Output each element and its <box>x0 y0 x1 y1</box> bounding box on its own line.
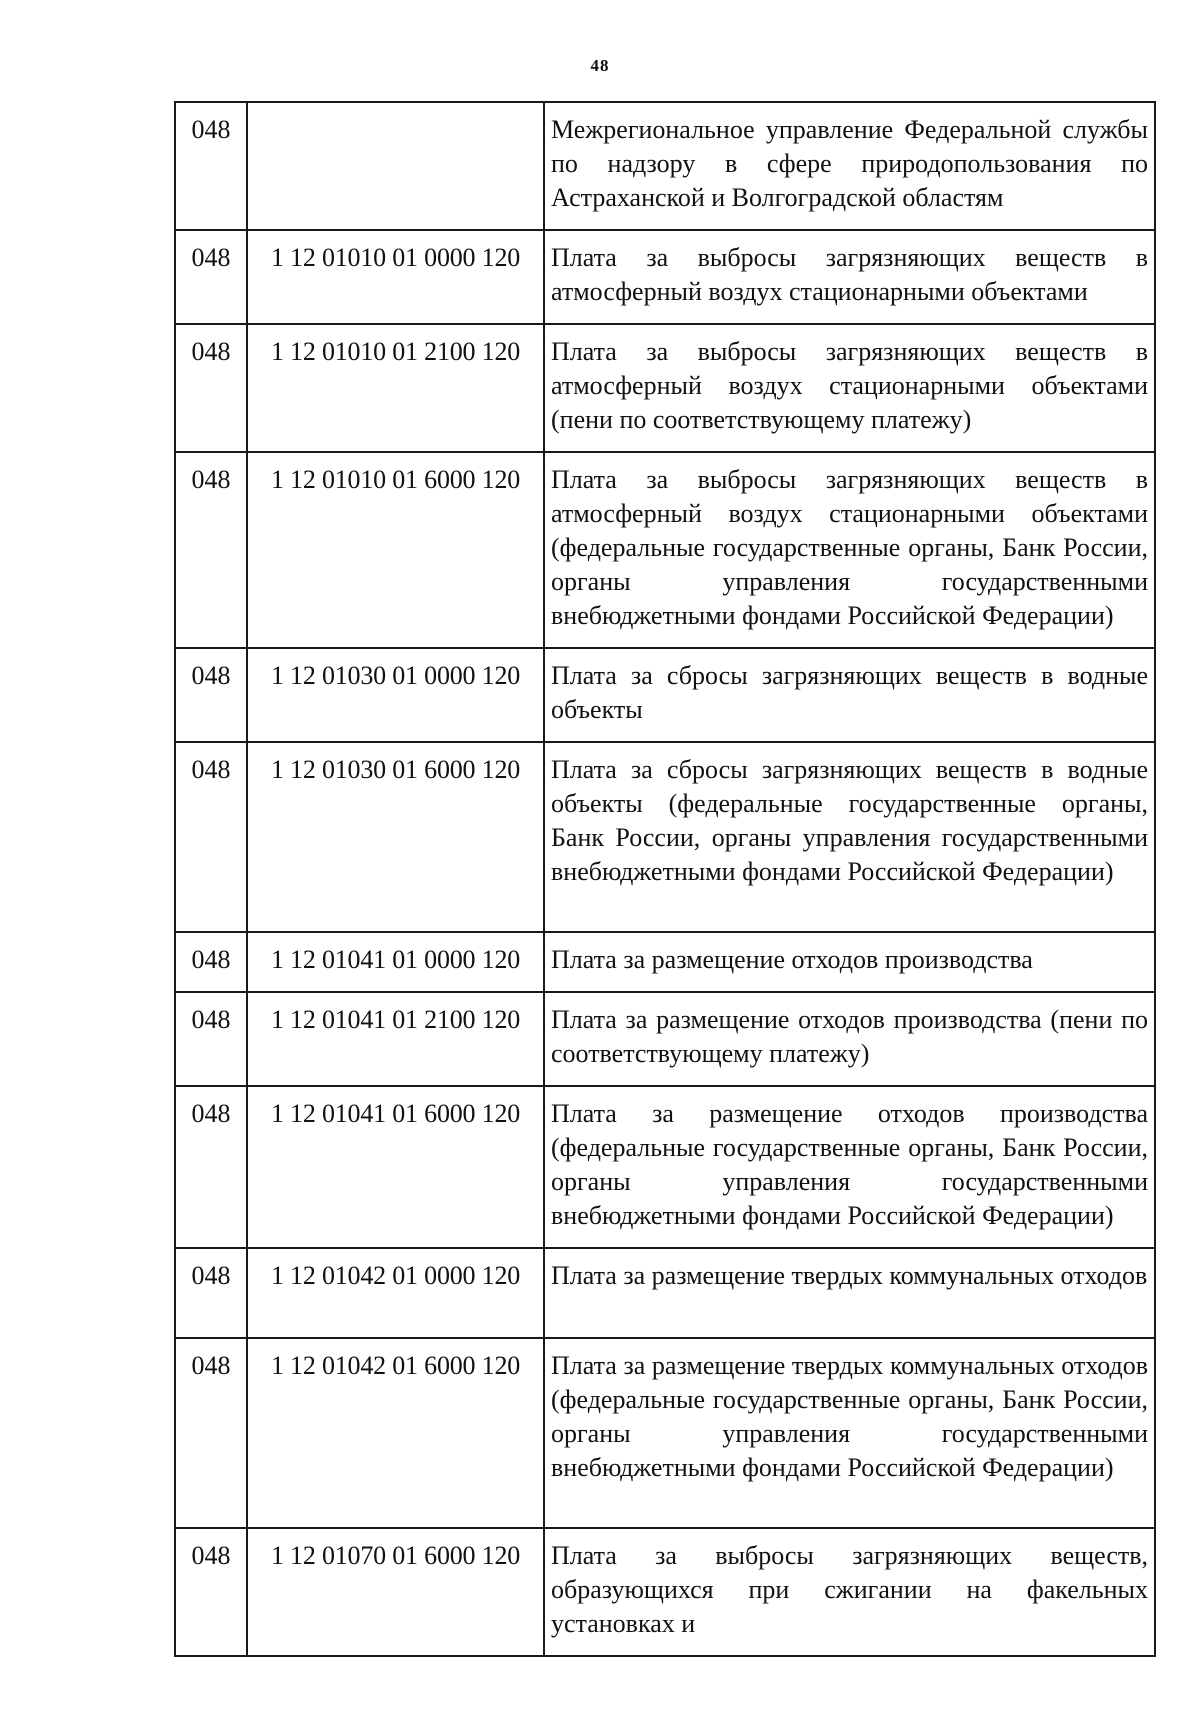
admin-code-cell: 048 <box>175 1528 247 1656</box>
table-row <box>175 102 1155 230</box>
admin-code-cell: 048 <box>175 324 247 452</box>
table-row <box>175 324 1155 452</box>
admin-code-cell: 048 <box>175 742 247 932</box>
admin-code-cell: 048 <box>175 1086 247 1248</box>
page-number: 48 <box>590 56 610 75</box>
revenue-name-cell: Межрегиональное управление Федеральной службы по надзору в сфере природопользования по Астраханской и Волгоградской областям <box>544 102 1155 230</box>
revenue-code-cell: 1 12 01070 01 6000 120 <box>247 1528 544 1656</box>
revenue-name-cell: Плата за размещение твердых коммунальных отходов <box>544 1248 1155 1338</box>
table-row <box>175 230 1155 324</box>
revenue-code-cell: 1 12 01041 01 6000 120 <box>247 1086 544 1248</box>
table-row <box>175 1086 1155 1248</box>
revenue-name-cell: Плата за размещение отходов производства <box>544 932 1155 992</box>
revenue-name-cell: Плата за сбросы загрязняющих веществ в водные объекты <box>544 648 1155 742</box>
revenue-code-cell: 1 12 01030 01 0000 120 <box>247 648 544 742</box>
revenue-codes-table <box>174 101 1156 1657</box>
revenue-name-cell: Плата за выбросы загрязняющих веществ в атмосферный воздух стационарными объектами <box>544 230 1155 324</box>
revenue-name-cell: Плата за выбросы загрязняющих веществ в атмосферный воздух стационарными объектами (федеральные государственные органы, Банк России, органы управления государственными внебюджетными фондами Российской Федерации) <box>544 452 1155 648</box>
table-row <box>175 742 1155 932</box>
revenue-code-cell: 1 12 01042 01 0000 120 <box>247 1248 544 1338</box>
revenue-code-cell: 1 12 01010 01 2100 120 <box>247 324 544 452</box>
table-row <box>175 452 1155 648</box>
revenue-name-cell: Плата за выбросы загрязняющих веществ в атмосферный воздух стационарными объектами (пени по соответствующему платежу) <box>544 324 1155 452</box>
table-row <box>175 1338 1155 1528</box>
admin-code-cell: 048 <box>175 1338 247 1528</box>
revenue-name-cell: Плата за размещение отходов производства (пени по соответствующему платежу) <box>544 992 1155 1086</box>
revenue-code-cell: 1 12 01010 01 0000 120 <box>247 230 544 324</box>
revenue-code-cell <box>247 102 544 230</box>
admin-code-cell: 048 <box>175 648 247 742</box>
admin-code-cell: 048 <box>175 452 247 648</box>
revenue-code-cell: 1 12 01030 01 6000 120 <box>247 742 544 932</box>
table-row <box>175 648 1155 742</box>
table-row <box>175 932 1155 992</box>
table-row <box>175 992 1155 1086</box>
revenue-name-cell: Плата за сбросы загрязняющих веществ в водные объекты (федеральные государственные органы, Банк России, органы управления государственными внебюджетными фондами Российской Федерации) <box>544 742 1155 932</box>
revenue-code-cell: 1 12 01042 01 6000 120 <box>247 1338 544 1528</box>
revenue-name-cell: Плата за размещение твердых коммунальных отходов (федеральные государственные органы, Банк России, органы управления государственными внебюджетными фондами Российской Федерации) <box>544 1338 1155 1528</box>
table-row <box>175 1248 1155 1338</box>
admin-code-cell: 048 <box>175 1248 247 1338</box>
table-row <box>175 1528 1155 1656</box>
admin-code-cell: 048 <box>175 932 247 992</box>
revenue-name-cell: Плата за размещение отходов производства (федеральные государственные органы, Банк России, органы управления государственными внебюджетными фондами Российской Федерации) <box>544 1086 1155 1248</box>
revenue-code-cell: 1 12 01041 01 2100 120 <box>247 992 544 1086</box>
admin-code-cell: 048 <box>175 102 247 230</box>
admin-code-cell: 048 <box>175 992 247 1086</box>
admin-code-cell: 048 <box>175 230 247 324</box>
revenue-code-cell: 1 12 01041 01 0000 120 <box>247 932 544 992</box>
revenue-name-cell: Плата за выбросы загрязняющих веществ, образующихся при сжигании на факельных установках и <box>544 1528 1155 1656</box>
revenue-code-cell: 1 12 01010 01 6000 120 <box>247 452 544 648</box>
